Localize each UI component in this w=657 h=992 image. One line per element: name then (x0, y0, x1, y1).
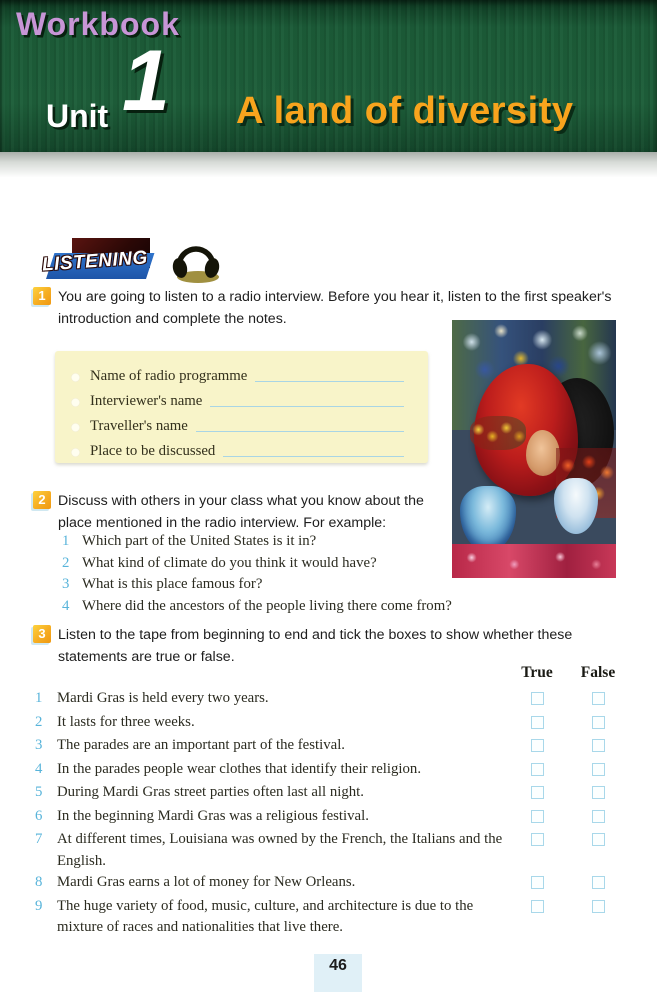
true-checkbox-6[interactable] (531, 810, 544, 823)
question-text: Where did the ancestors of the people living there come from? (82, 597, 452, 614)
true-cell (505, 759, 569, 783)
exercise-1-number-badge: 1 (33, 287, 51, 305)
statement-number: 2 (35, 713, 43, 730)
note-blank-line[interactable] (223, 443, 404, 457)
note-row (71, 437, 408, 462)
true-cell (505, 782, 569, 806)
photo-gold-decoration (470, 416, 526, 450)
page-number: 46 (329, 957, 347, 974)
question-row (62, 596, 492, 618)
false-cell (569, 735, 627, 759)
false-cell (569, 782, 627, 806)
question-text: What is this place famous for? (82, 576, 263, 593)
false-checkbox-5[interactable] (592, 786, 605, 799)
false-cell (569, 872, 627, 896)
header-spacer (57, 664, 505, 688)
exercise-2 (33, 490, 453, 534)
workbook-title: Workbook (16, 6, 180, 42)
true-cell (505, 712, 569, 736)
true-checkbox-5[interactable] (531, 786, 544, 799)
exercise-3 (33, 624, 637, 668)
photo-figure-face (526, 430, 560, 476)
headphones-icon (170, 238, 222, 289)
statement-number: 5 (35, 784, 43, 800)
false-cell (569, 806, 627, 830)
question-number: 4 (62, 597, 70, 614)
bullet-icon (71, 373, 80, 382)
header-spacer (35, 664, 57, 688)
statement-number: 6 (35, 807, 43, 824)
exercise-2-instruction: Discuss with others in your class what you know about the place mentioned in the radio interview. For example: (58, 493, 424, 531)
true-checkbox-4[interactable] (531, 763, 544, 776)
false-checkbox-9[interactable] (592, 900, 605, 913)
bullet-icon (71, 423, 80, 432)
question-number: 1 (62, 533, 70, 549)
true-cell (505, 829, 569, 872)
question-number: 3 (62, 576, 70, 593)
true-column-header: True (521, 664, 553, 681)
unit-title: A land of diversity (236, 90, 574, 132)
unit-number: 1 (122, 33, 170, 129)
exercise-2-questions (62, 531, 492, 617)
exercise-3-number-badge: 3 (33, 625, 51, 643)
false-checkbox-8[interactable] (592, 876, 605, 889)
false-column-header: False (580, 664, 616, 681)
statement-number: 8 (35, 874, 43, 890)
false-cell (569, 712, 627, 736)
false-checkbox-6[interactable] (592, 810, 605, 823)
false-cell (569, 896, 627, 939)
false-cell (569, 829, 627, 872)
true-checkbox-1[interactable] (531, 692, 544, 705)
true-cell (505, 896, 569, 939)
note-row (71, 362, 408, 387)
false-checkbox-3[interactable] (592, 739, 605, 752)
statement-text: Mardi Gras earns a lot of money for New Orleans. (57, 874, 356, 890)
true-cell (505, 872, 569, 896)
listening-label: LISTENING (41, 247, 149, 276)
question-text: Which part of the United States is it in? (82, 533, 317, 549)
exercise-2-number-badge: 2 (33, 491, 51, 509)
true-checkbox-8[interactable] (531, 876, 544, 889)
true-checkbox-7[interactable] (531, 833, 544, 846)
statement-number: 4 (35, 760, 43, 777)
note-blank-line[interactable] (196, 418, 404, 432)
note-row (71, 387, 408, 412)
exercise-3-instruction: Listen to the tape from beginning to end and tick the boxes to show whether these statements are true or false. (58, 627, 573, 665)
unit-header-band (0, 0, 657, 152)
note-row (71, 412, 408, 437)
notes-box (55, 351, 428, 463)
true-cell (505, 735, 569, 759)
false-checkbox-7[interactable] (592, 833, 605, 846)
statement-number: 7 (35, 831, 43, 847)
question-text: What kind of climate do you think it would have? (82, 554, 377, 571)
false-checkbox-4[interactable] (592, 763, 605, 776)
bullet-icon (71, 448, 80, 457)
statement-text: In the beginning Mardi Gras was a religious festival. (57, 807, 369, 824)
statement-number: 9 (35, 897, 43, 914)
header-shadow (0, 152, 657, 182)
false-checkbox-1[interactable] (592, 692, 605, 705)
listening-section-logo (38, 238, 238, 288)
exercise-1-instruction: You are going to listen to a radio interview. Before you hear it, listen to the first speaker's introduction and complete the notes. (58, 289, 612, 327)
true-cell (505, 688, 569, 712)
true-cell (505, 806, 569, 830)
true-checkbox-3[interactable] (531, 739, 544, 752)
note-blank-line[interactable] (255, 368, 404, 382)
photo-white-mask (554, 478, 598, 534)
question-number: 2 (62, 554, 70, 571)
bullet-icon (71, 398, 80, 407)
true-checkbox-9[interactable] (531, 900, 544, 913)
note-label: Traveller's name (90, 418, 188, 434)
statement-text: Mardi Gras is held every two years. (57, 690, 269, 706)
note-blank-line[interactable] (210, 393, 404, 407)
statement-number: 1 (35, 690, 43, 706)
statement-text: The parades are an important part of the festival. (57, 737, 346, 753)
page-number-tab (314, 954, 362, 992)
question-row (62, 531, 492, 553)
statement-text: During Mardi Gras street parties often last all night. (57, 784, 364, 800)
true-checkbox-2[interactable] (531, 716, 544, 729)
note-label: Interviewer's name (90, 393, 203, 409)
statement-text: At different times, Louisiana was owned by the French, the Italians and the English. (57, 831, 503, 869)
true-false-table (35, 664, 635, 939)
false-checkbox-2[interactable] (592, 716, 605, 729)
note-label: Place to be discussed (90, 443, 216, 459)
question-row (62, 574, 492, 596)
statement-text: The huge variety of food, music, culture, and architecture is due to the mixture of races and nationalities that live there. (57, 897, 474, 935)
unit-label: Unit (46, 98, 109, 134)
note-label: Name of radio programme (90, 368, 248, 384)
false-cell (569, 759, 627, 783)
statement-number: 3 (35, 737, 43, 753)
statement-text: In the parades people wear clothes that identify their religion. (57, 760, 422, 777)
false-cell (569, 688, 627, 712)
statement-text: It lasts for three weeks. (57, 713, 195, 730)
question-row (62, 553, 492, 575)
